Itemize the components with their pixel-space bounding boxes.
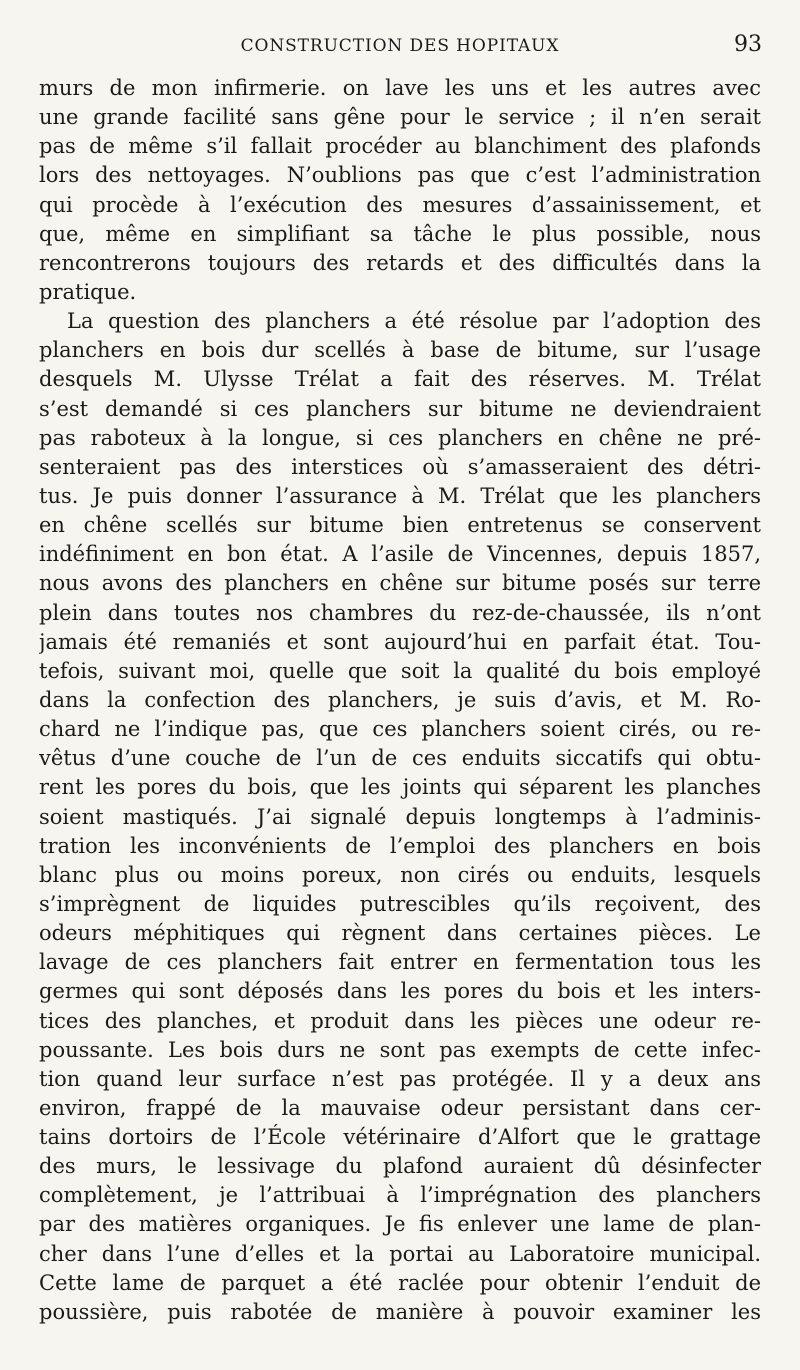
page-header xyxy=(38,30,762,64)
text-line: plein dans toutes nos chambres du rez-de-chaussée, ils n’ont xyxy=(39,600,761,625)
text-line: poussière, puis rabotée de manière à pouvoir examiner les xyxy=(39,1299,761,1324)
running-head: CONSTRUCTION DES HOPITAUX xyxy=(240,36,560,56)
text-line: pas de même s’il fallait procéder au blanchiment des plafonds xyxy=(39,134,761,159)
text-line: senteraient pas des interstices où s’amasseraient des détri- xyxy=(39,454,761,479)
text-line: s’imprègnent de liquides putrescibles qu’ils reçoivent, des xyxy=(39,891,761,916)
text-line: desquels M. Ulysse Trélat a fait des réserves. M. Trélat xyxy=(39,367,761,392)
text-line: en chêne scellés sur bitume bien entretenus se conservent xyxy=(39,513,761,538)
text-line: planchers en bois dur scellés à base de bitume, sur l’usage xyxy=(39,338,761,363)
text-line: environ, frappé de la mauvaise odeur persistant dans cer- xyxy=(39,1095,761,1120)
text-line: tains dortoirs de l’École vétérinaire d’Alfort que le grattage xyxy=(39,1125,761,1150)
text-line: tus. Je puis donner l’assurance à M. Trélat que les planchers xyxy=(39,483,761,508)
text-line: rencontrerons toujours des retards et des difficultés dans la xyxy=(39,250,761,275)
text-line: qui procède à l’exécution des mesures d’assainissement, et xyxy=(39,192,761,217)
text-line: par des matières organiques. Je fis enlever une lame de plan- xyxy=(39,1212,761,1237)
text-line: germes qui sont déposés dans les pores du bois et les inters- xyxy=(39,979,761,1004)
text-line: complètement, je l’attribuai à l’imprégnation des planchers xyxy=(39,1183,761,1208)
text-line: s’est demandé si ces planchers sur bitume ne deviendraient xyxy=(39,396,761,421)
text-line: une grande facilité sans gêne pour le service ; il n’en serait xyxy=(39,105,761,130)
text-line: tefois, suivant moi, quelle que soit la qualité du bois employé xyxy=(39,658,761,683)
text-line: La question des planchers a été résolue par l’adoption des xyxy=(67,309,761,334)
text-line: jamais été remaniés et sont aujourd’hui en parfait état. Tou- xyxy=(39,629,761,654)
text-line: odeurs méphitiques qui règnent dans certaines pièces. Le xyxy=(39,921,761,946)
text-line: tration les inconvénients de l’emploi des planchers en bois xyxy=(39,833,761,858)
page-number: 93 xyxy=(734,32,762,57)
text-line: tices des planches, et produit dans les pièces une odeur re- xyxy=(39,1008,761,1033)
text-line: lors des nettoyages. N’oublions pas que c’est l’administration xyxy=(39,163,761,188)
text-line: rent les pores du bois, que les joints qui séparent les planches xyxy=(39,775,761,800)
text-line: cher dans l’une d’elles et la portai au Laboratoire municipal. xyxy=(39,1241,761,1266)
body-text xyxy=(39,74,761,1327)
text-line: vêtus d’une couche de l’un de ces enduits siccatifs qui obtu- xyxy=(39,746,761,771)
text-line: poussante. Les bois durs ne sont pas exempts de cette infec- xyxy=(39,1037,761,1062)
text-line: chard ne l’indique pas, que ces planchers soient cirés, ou re- xyxy=(39,717,761,742)
text-line: blanc plus ou moins poreux, non cirés ou enduits, lesquels xyxy=(39,862,761,887)
text-line: tion quand leur surface n’est pas protégée. Il y a deux ans xyxy=(39,1066,761,1091)
text-line: pas raboteux à la longue, si ces planchers en chêne ne pré- xyxy=(39,425,761,450)
text-line: que, même en simplifiant sa tâche le plus possible, nous xyxy=(39,221,761,246)
text-line: dans la confection des planchers, je suis d’avis, et M. Ro- xyxy=(39,687,761,712)
text-line: soient mastiqués. J’ai signalé depuis longtemps à l’adminis- xyxy=(39,804,761,829)
text-line: murs de mon infirmerie. on lave les uns et les autres avec xyxy=(39,76,761,100)
text-line: des murs, le lessivage du plafond auraient dû désinfecter xyxy=(39,1154,761,1179)
text-line: indéfiniment en bon état. A l’asile de Vincennes, depuis 1857, xyxy=(39,542,761,567)
text-line: pratique. xyxy=(39,279,137,304)
text-line: nous avons des planchers en chêne sur bitume posés sur terre xyxy=(39,571,761,596)
text-line: lavage de ces planchers fait entrer en fermentation tous les xyxy=(39,950,761,975)
text-line: Cette lame de parquet a été raclée pour obtenir l’enduit de xyxy=(39,1270,761,1295)
